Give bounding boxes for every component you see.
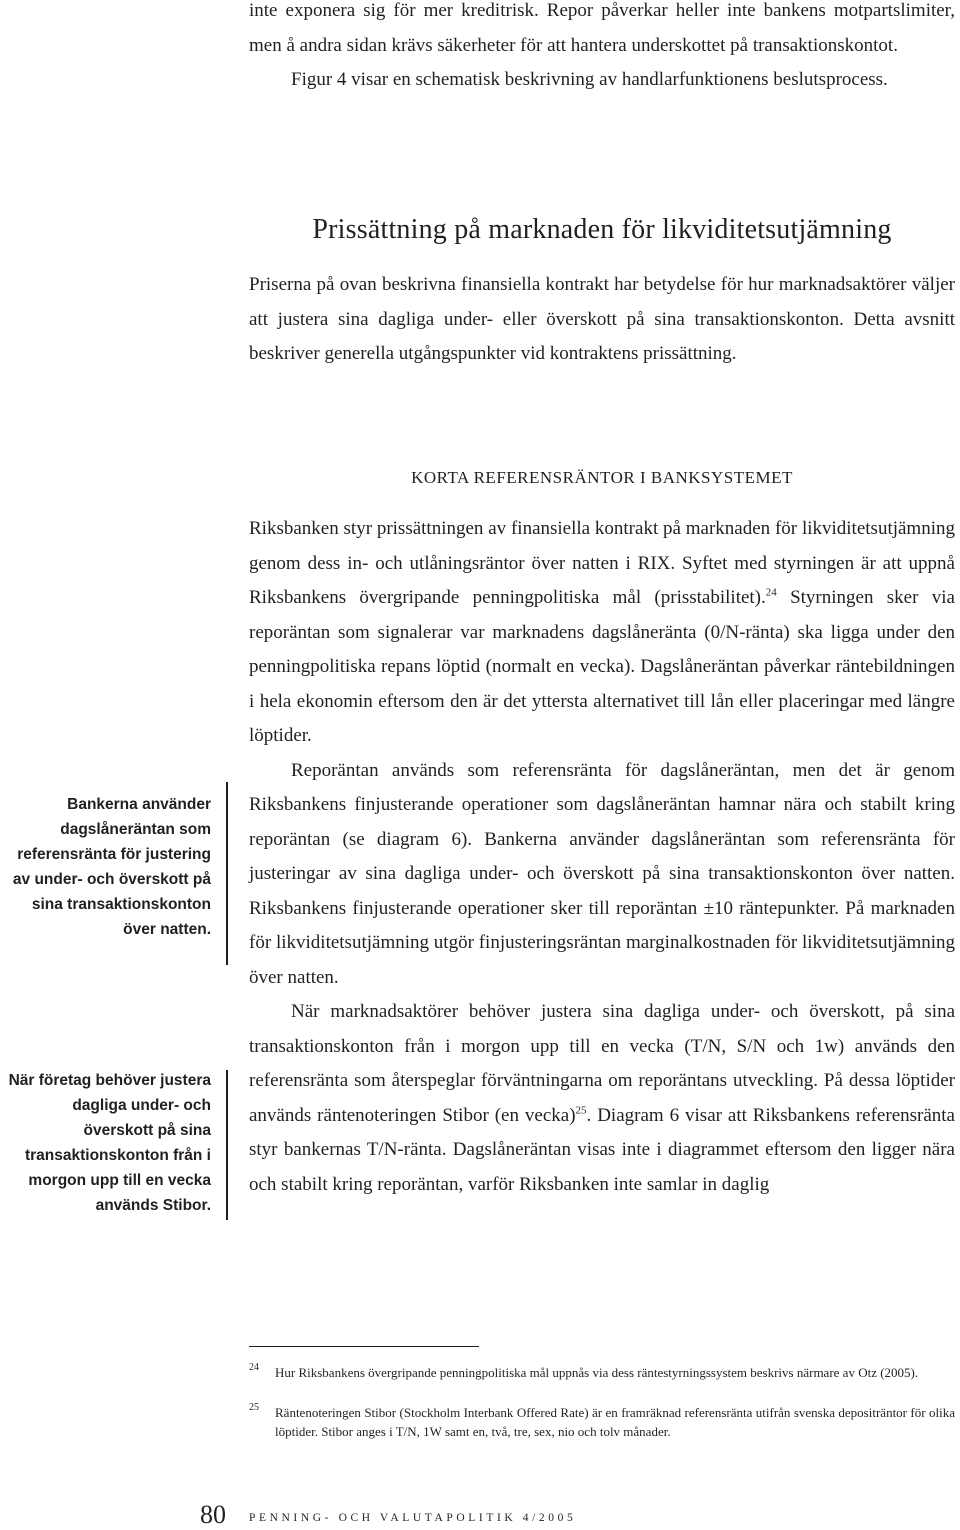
body-paragraph-3-part-a: När marknadsaktörer behöver justera sina dagliga under- och överskott, på sina transaktionskonton från i morgon upp till en vecka (T/N, S/N och 1w) används den referensränta som återspeglar förväntningarna om reporäntans utveckling. På dessa löptider används räntenoteringen Stibor (en vecka) [249,1001,955,1126]
margin-note-2: När företag behöver justera dagliga under- och överskott på sina transaktionskonton från i morgon upp till en vecka används Stibor. [8,1072,211,1214]
footnote-25-text: Räntenoteringen Stibor (Stockholm Interbank Offered Rate) är en framräknad referensränta utifrån svenska depositräntor för olika löptider. Stibor anges i T/N, 1W samt en, två, tre, sex, nio och tolv månader. [275,1405,955,1439]
margin-note-1: Bankerna använder dagslåneräntan som referensränta för justering av under- och överskott på sina transaktionskonton över natten. [12,796,211,938]
section-heading: Prissättning på marknaden för likviditetsutjämning [312,214,892,245]
margin-note-1-rule [226,782,228,965]
body-paragraph-2: Reporäntan används som referensränta för dagslåneräntan, men det är genom Riksbankens finjusterande operationer som dagslåneräntan hamnar nära och stabilt kring reporäntan (se diagram 6). Bankerna använder dagslåneräntan som referensränta för justeringar av sina dagliga under- och överskott på sina transaktionskonton över natten. Riksbankens finjusterande operationer sker till reporäntan ±10 räntepunkter. På marknaden för likviditetsutjämning utgör finjusteringsräntan marginalkostnaden för likviditetsutjämning över natten. [249,759,955,988]
footnote-25-number: 25 [249,1402,259,1413]
section-text [249,268,955,372]
footnote-ref-25[interactable]: 25 [575,1104,587,1117]
page-number: 80 [200,1500,226,1529]
body-paragraph-1-part-a: Riksbanken styr prissättningen av finansiella kontrakt på marknaden för likviditetsutjämning genom dess in- och utlåningsräntor över natten i RIX. Syftet med styrningen är att uppnå Riksbankens övergripande penningpolitiska mål (prisstabilitet). [249,518,955,608]
intro-text [249,0,955,98]
running-footer-title: PENNING- OCH VALUTAPOLITIK 4/2005 [249,1512,577,1524]
footnote-24-number: 24 [249,1362,259,1373]
footnote-24 [249,1363,955,1382]
body-paragraph-1 [249,512,955,754]
section-paragraph: Priserna på ovan beskrivna finansiella kontrakt har betydelse för hur marknadsaktörer väljer att justera sina dagliga under- eller överskott på sina transaktionskonton. Detta avsnitt beskriver generella utgångspunkter vid kontraktens prissättning. [249,274,955,364]
body-paragraph-3 [249,995,955,1202]
body-paragraph-3-part-b: . Diagram 6 visar att Riksbankens referensränta styr bankernas T/N-ränta. Dagslåneräntan visas inte i diagrammet eftersom den ligger nära och stabilt kring reporäntan, varför Riksbanken inte samlar in daglig [249,1104,955,1195]
intro-paragraph-1: inte exponera sig för mer kreditrisk. Repor påverkar heller inte bankens motpartslimiter, men å andra sidan krävs säkerheter för att hantera underskottet på transaktionskontot. [249,0,955,56]
margin-note-2-rule [226,1070,228,1220]
subsection-heading: KORTA REFERENSRÄNTOR I BANKSYSTEMET [411,468,793,487]
main-body-text [249,512,955,1202]
intro-paragraph-2: Figur 4 visar en schematisk beskrivning av handlarfunktionens beslutsprocess. [291,69,888,90]
footnote-24-text: Hur Riksbankens övergripande penningpolitiska mål uppnås via dess räntestyrningssystem beskrivs närmare av Otz (2005). [275,1365,919,1380]
footnote-25 [249,1403,955,1441]
footnote-divider [249,1346,479,1347]
footnote-ref-24[interactable]: 24 [765,586,777,599]
body-paragraph-1-part-b: Styrningen sker via reporäntan som signalerar var marknadens dagslåneränta (0/N-ränta) ska ligga under den penningpolitiska repans löptid (normalt en vecka). Dagslåneräntan påverkar räntebildningen i hela ekonomin eftersom den är det yttersta alternativet till lån eller placeringar med längre löptider. [249,587,955,746]
